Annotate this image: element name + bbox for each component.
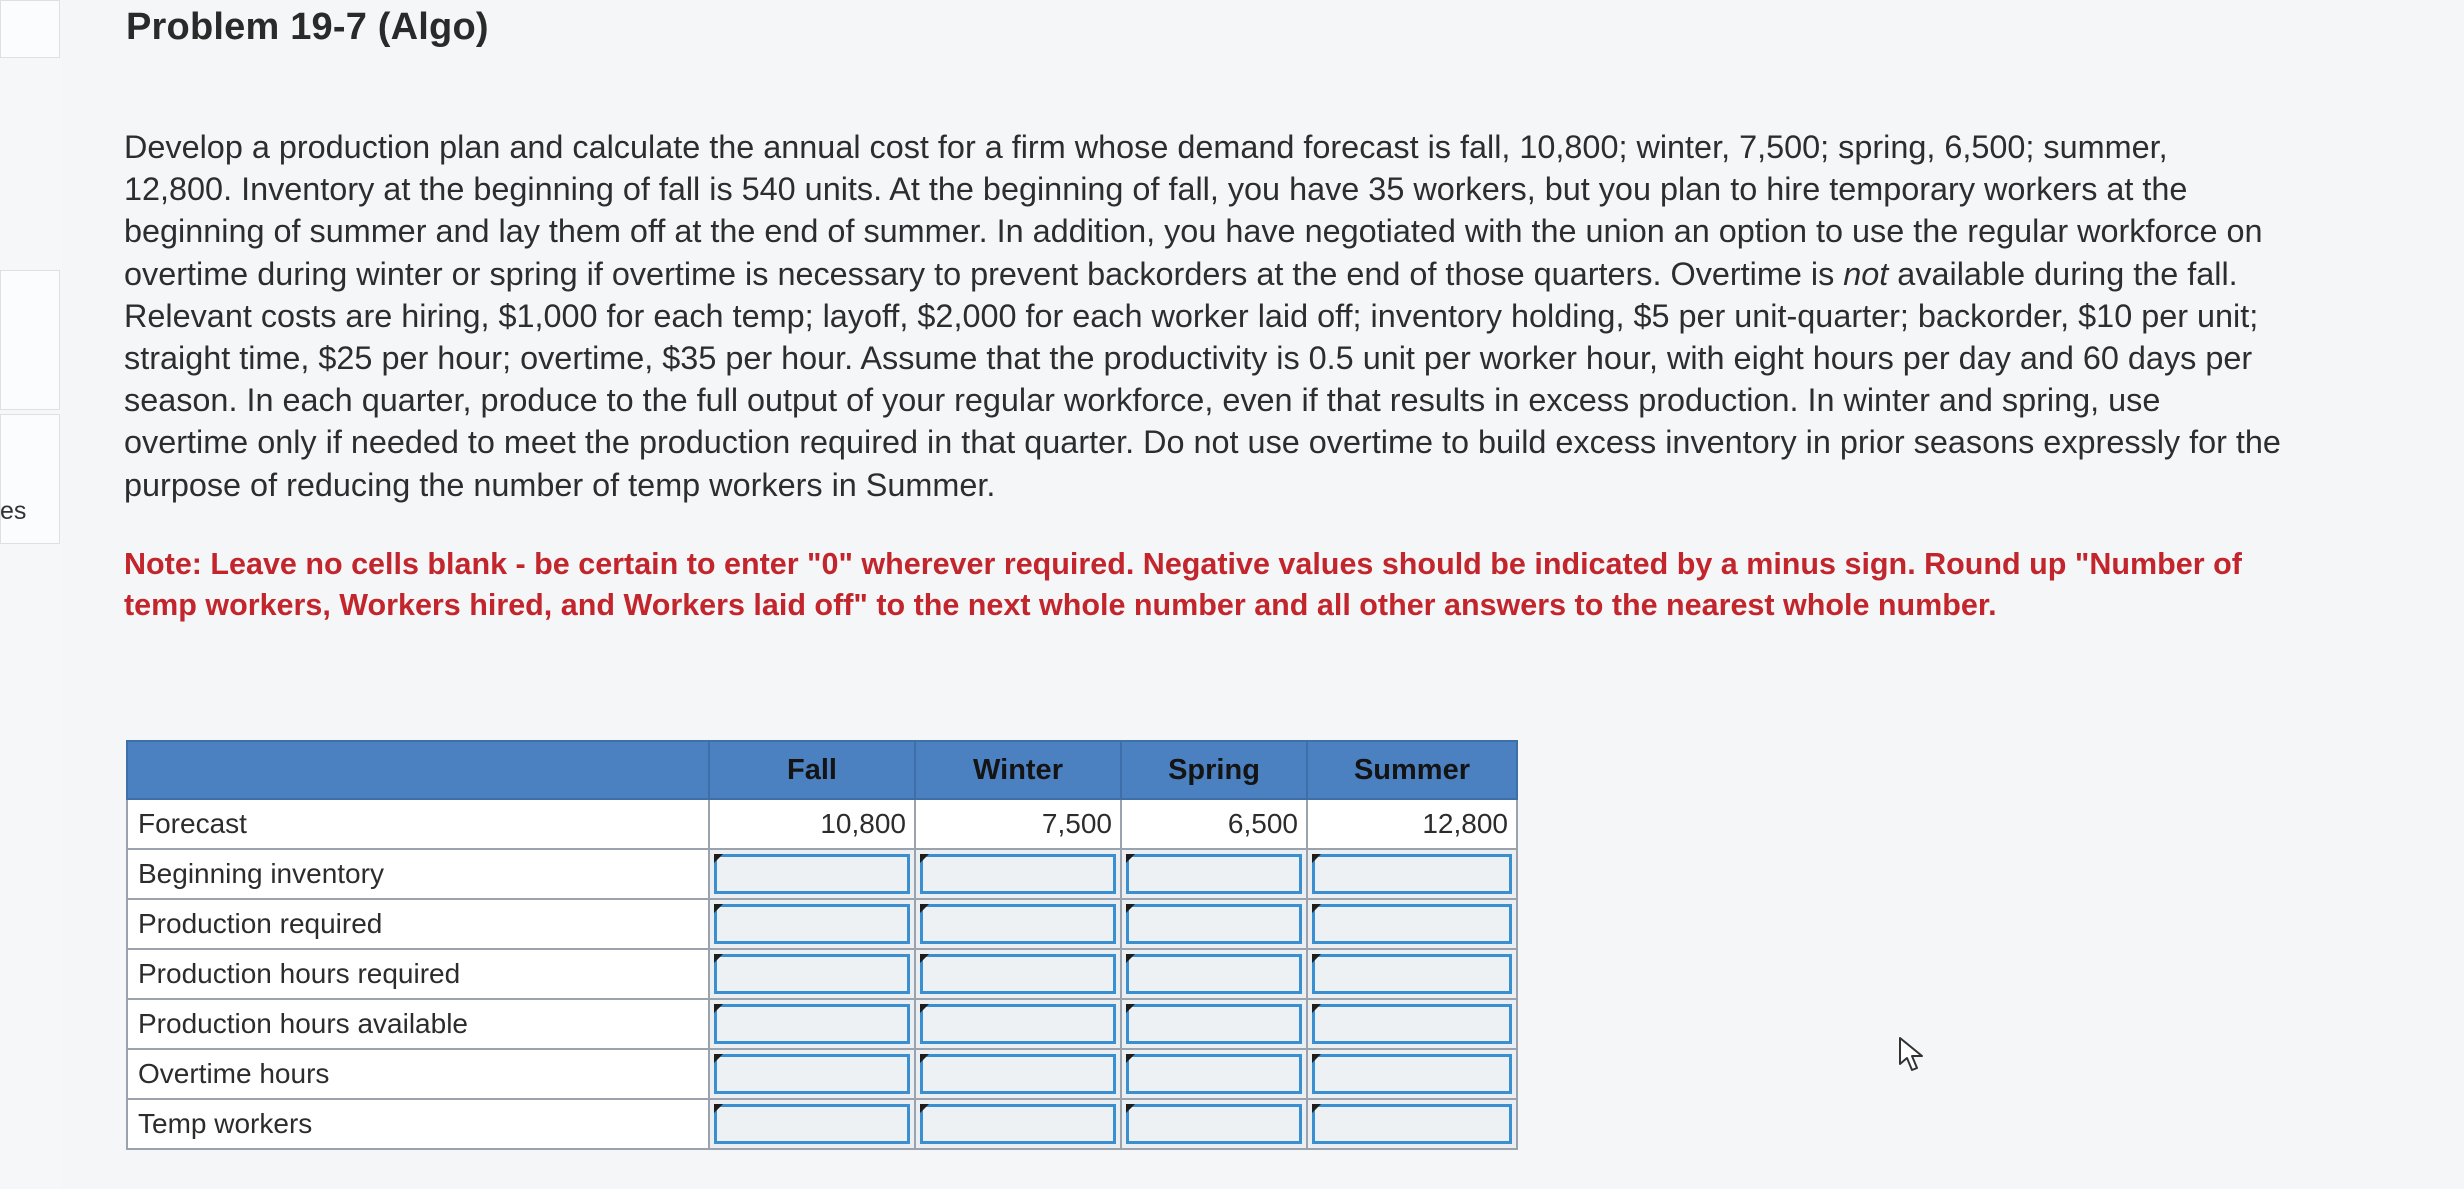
input-production-hours-required-spring[interactable]: [1126, 954, 1302, 994]
column-header-summer: Summer: [1307, 741, 1517, 799]
input-cell: [1121, 1049, 1307, 1099]
input-production-hours-available-winter[interactable]: [920, 1004, 1116, 1044]
input-cell: [1121, 999, 1307, 1049]
column-header-spring: Spring: [1121, 741, 1307, 799]
row-label-production-hours-available: Production hours available: [127, 999, 709, 1049]
input-cell: [1307, 899, 1517, 949]
input-production-hours-required-winter[interactable]: [920, 954, 1116, 994]
column-header-winter: Winter: [915, 741, 1121, 799]
row-label-forecast: Forecast: [127, 799, 709, 849]
row-label-production-required: Production required: [127, 899, 709, 949]
row-label-overtime-hours: Overtime hours: [127, 1049, 709, 1099]
problem-text-part2: available during the fall. Relevant costs are hiring, $1,000 for each temp; layoff, $2,000 for each worker laid off; inventory holding, $5 per unit-quarter; backorder, $10 per unit; straight time, $25 per hour; overtime, $35 per hour. Assume that the productivity is 0.5 unit per worker hour, with eight hours per day and 60 days per season. In each quarter, produce to the full output of your regular workforce, even if that results in excess production. In winter and spring, use overtime only if needed to meet the production required in that quarter. Do not use overtime to build excess inventory in prior seasons expressly for the purpose of reducing the number of temp workers in Summer.: [124, 255, 2281, 503]
sidebar-tab[interactable]: [0, 0, 60, 58]
input-production-required-summer[interactable]: [1312, 904, 1512, 944]
table-row: [127, 1099, 1517, 1149]
forecast-row: [127, 799, 1517, 849]
input-cell: [709, 1049, 915, 1099]
input-cell: [709, 1099, 915, 1149]
input-beginning-inventory-fall[interactable]: [714, 854, 910, 894]
table-row: [127, 1049, 1517, 1099]
table-header-row: [127, 741, 1517, 799]
input-cell: [709, 849, 915, 899]
input-beginning-inventory-winter[interactable]: [920, 854, 1116, 894]
forecast-summer-value: 12,800: [1307, 799, 1517, 849]
input-beginning-inventory-spring[interactable]: [1126, 854, 1302, 894]
column-header-fall: Fall: [709, 741, 915, 799]
forecast-fall-value: 10,800: [709, 799, 915, 849]
input-cell: [915, 1049, 1121, 1099]
input-overtime-hours-winter[interactable]: [920, 1054, 1116, 1094]
table-row: [127, 899, 1517, 949]
input-overtime-hours-spring[interactable]: [1126, 1054, 1302, 1094]
table-row: [127, 849, 1517, 899]
input-cell: [1121, 949, 1307, 999]
input-cell: [1121, 899, 1307, 949]
input-cell: [1307, 849, 1517, 899]
problem-title: Problem 19-7 (Algo): [126, 6, 489, 48]
input-cell: [915, 949, 1121, 999]
input-cell: [915, 999, 1121, 1049]
input-cell: [915, 1099, 1121, 1149]
production-plan-table: [126, 740, 1518, 1150]
input-cell: [709, 899, 915, 949]
input-cell: [1307, 1049, 1517, 1099]
sidebar-tab[interactable]: [0, 270, 60, 410]
input-cell: [1121, 849, 1307, 899]
input-cell: [709, 949, 915, 999]
left-sidebar-strip: [0, 0, 62, 1189]
input-production-hours-required-summer[interactable]: [1312, 954, 1512, 994]
input-production-hours-required-fall[interactable]: [714, 954, 910, 994]
forecast-winter-value: 7,500: [915, 799, 1121, 849]
input-production-hours-available-spring[interactable]: [1126, 1004, 1302, 1044]
input-production-hours-available-fall[interactable]: [714, 1004, 910, 1044]
header-blank-cell: [127, 741, 709, 799]
table-row: [127, 999, 1517, 1049]
input-temp-workers-winter[interactable]: [920, 1104, 1116, 1144]
input-cell: [915, 849, 1121, 899]
input-production-required-spring[interactable]: [1126, 904, 1302, 944]
input-cell: [1307, 949, 1517, 999]
input-cell: [709, 999, 915, 1049]
problem-note: Note: Leave no cells blank - be certain to enter "0" wherever required. Negative values should be indicated by a minus sign. Round up "Number of temp workers, Workers hired, and Workers laid off" to the next whole number and all other answers to the nearest whole number.: [124, 547, 2242, 622]
problem-text-emphasis: not: [1843, 255, 1889, 292]
input-cell: [1307, 1099, 1517, 1149]
input-temp-workers-summer[interactable]: [1312, 1104, 1512, 1144]
input-overtime-hours-summer[interactable]: [1312, 1054, 1512, 1094]
input-temp-workers-spring[interactable]: [1126, 1104, 1302, 1144]
mouse-pointer-icon: [1897, 1036, 1927, 1074]
sidebar-partial-label[interactable]: es: [0, 497, 27, 525]
table-row: [127, 949, 1517, 999]
input-production-required-fall[interactable]: [714, 904, 910, 944]
input-cell: [915, 899, 1121, 949]
problem-statement: [124, 126, 2284, 506]
row-label-beginning-inventory: Beginning inventory: [127, 849, 709, 899]
input-overtime-hours-fall[interactable]: [714, 1054, 910, 1094]
input-beginning-inventory-summer[interactable]: [1312, 854, 1512, 894]
problem-text-part1: Develop a production plan and calculate the annual cost for a firm whose demand forecast is fall, 10,800; winter, 7,500; spring, 6,500; summer, 12,800. Inventory at the beginning of fall is 540 units. At the beginning of fall, you have 35 workers, but you plan to hire temporary workers at the beginning of summer and lay them off at the end of summer. In addition, you have negotiated with the union an option to use the regular workforce on overtime during winter or spring if overtime is necessary to prevent backorders at the end of those quarters. Overtime is: [124, 129, 2263, 292]
row-label-temp-workers: Temp workers: [127, 1099, 709, 1149]
forecast-spring-value: 6,500: [1121, 799, 1307, 849]
input-temp-workers-fall[interactable]: [714, 1104, 910, 1144]
input-production-hours-available-summer[interactable]: [1312, 1004, 1512, 1044]
input-cell: [1121, 1099, 1307, 1149]
row-label-production-hours-required: Production hours required: [127, 949, 709, 999]
input-production-required-winter[interactable]: [920, 904, 1116, 944]
input-cell: [1307, 999, 1517, 1049]
